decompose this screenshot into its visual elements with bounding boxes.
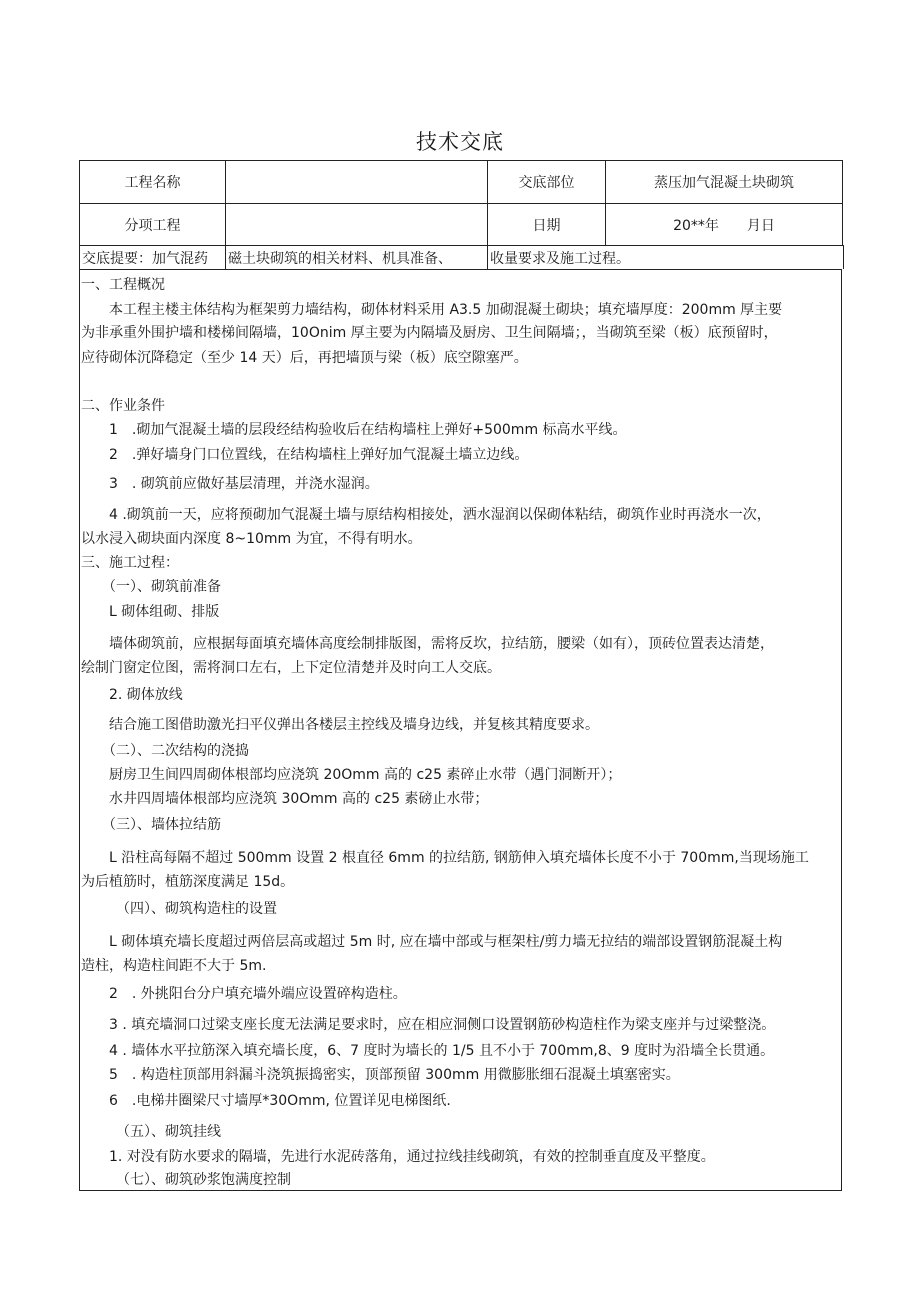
text-line: 4 . 墙体水平拉筋深入填充墙长度，6、7 度时为墙长的 1/5 且不小于 700mm,8、9 度时为沿墙全长贯通。 bbox=[81, 1043, 775, 1059]
text-line: （七）、砌筑砂浆饱满度控制 bbox=[81, 1172, 291, 1188]
text-line: 2 .弹好墙身门口位置线，在结构墙柱上弹好加气混凝土墙立边线。 bbox=[81, 447, 529, 463]
text-line: L 沿柱高每隔不超过 500mm 设置 2 根直径 6mm 的拉结筋, 钢筋伸入填充墙体长度不小于 700mm,当现场施工 bbox=[81, 850, 809, 866]
text-line: 1 .砌加气混凝土墙的层段经结构验收后在结构墙柱上弹好+500mm 标高水平线。 bbox=[81, 422, 627, 438]
text-line: 三、施工过程： bbox=[81, 555, 179, 571]
brief-part-1: 交底提要：加气混药 bbox=[82, 251, 208, 267]
text-line: 二、作业条件 bbox=[81, 398, 165, 414]
text-line: 墙体砌筑前，应根据每面填充墙体高度绘制排版图，需将反坎，拉结筋，腰梁（如有），顶砖位置表达清楚， bbox=[81, 636, 774, 652]
text-line: 4 .砌筑前一天，应将预砌加气混凝土墙与原结构相接处，洒水湿润以保砌体粘结，砌筑作业时再浇水一次， bbox=[81, 507, 771, 523]
header-row-2 bbox=[80, 204, 843, 246]
document-title: 技术交底 bbox=[416, 130, 504, 154]
date-value: 20**年 月日 bbox=[606, 204, 843, 246]
text-line: 2. 砌体放线 bbox=[81, 687, 183, 703]
brief-part-3: 收量要求及施工过程。 bbox=[490, 251, 630, 267]
text-line: 2 . 外挑阳台分户填充墙外端应设置碎构造柱。 bbox=[81, 986, 407, 1002]
text-line: 厨房卫生间四周砌体根部均应浇筑 20Omm 高的 c25 素碎止水带（遇门洞断开）； bbox=[81, 767, 622, 783]
text-line: 3 . 砌筑前应做好基层清理，并浇水湿润。 bbox=[81, 476, 379, 492]
header-table bbox=[79, 160, 843, 246]
text-line: 一、工程概况 bbox=[81, 277, 165, 293]
project-name-value bbox=[226, 161, 488, 204]
text-line: 绘制门窗定位图，需将洞口左右，上下定位清楚并及时向工人交底。 bbox=[81, 660, 501, 676]
brief-divider-2 bbox=[487, 245, 488, 269]
brief-divider-1 bbox=[225, 245, 226, 269]
brief-part-2: 磁土块砌筑的相关材料、机具准备、 bbox=[228, 251, 452, 267]
location-value: 蒸压加气混凝土块砌筑 bbox=[606, 161, 843, 204]
sub-project-value bbox=[226, 204, 488, 246]
text-line: 3 . 填充墙洞口过梁支座长度无法满足要求时，应在相应洞侧口设置钢筋砂构造柱作为梁支座并与过梁整浇。 bbox=[81, 1017, 776, 1033]
text-line: 水井四周墙体根部均应浇筑 30Omm 高的 c25 素磅止水带； bbox=[81, 791, 489, 807]
text-line: L 砌体填充墙长度超过两倍层高或超过 5m 时, 应在墙中部或与框架柱/剪力墙无拉结的端部设置钢筋混凝土构 bbox=[81, 934, 783, 950]
location-label: 交底部位 bbox=[488, 161, 606, 204]
text-line: （二）、二次结构的浇捣 bbox=[81, 743, 249, 759]
date-label: 日期 bbox=[488, 204, 606, 246]
text-line: 1. 对没有防水要求的隔墙，先进行水泥砖落角，通过拉线挂线砌筑，有效的控制垂直度及平整度。 bbox=[81, 1149, 715, 1165]
text-line: 6 .电梯井圈梁尺寸墙厚*30Omm, 位置详见电梯图纸. bbox=[81, 1093, 451, 1109]
text-line: 为非承重外围护墙和楼梯间隔墙，10Onim 厚主要为内隔墙及厨房、卫生间隔墙；，当砌筑至梁（板）底预留时， bbox=[81, 325, 778, 341]
text-line: 应待砌体沉降稳定（至少 14 天）后，再把墙顶与梁（板）底空隙塞严。 bbox=[81, 350, 528, 366]
text-line: （四）、砌筑构造柱的设置 bbox=[81, 901, 277, 917]
text-line: 本工程主楼主体结构为框架剪力墙结构，砌体材料采用 A3.5 加砌混凝土砌块；填充墙厚度：200mm 厚主要 bbox=[81, 302, 783, 318]
text-line: 结合施工图借助激光扫平仪弹出各楼层主控线及墙身边线，并复核其精度要求。 bbox=[81, 717, 599, 733]
sub-project-label: 分项工程 bbox=[80, 204, 226, 246]
text-line: （一）、砌筑前准备 bbox=[81, 579, 221, 595]
text-line: L 砌体组砌、排版 bbox=[81, 604, 220, 620]
text-line: （五）、砌筑挂线 bbox=[81, 1124, 221, 1140]
text-line: 5 . 构造柱顶部用斜漏斗浇筑振捣密实，顶部预留 300mm 用微膨胀细石混凝土填塞密实。 bbox=[81, 1067, 680, 1083]
brief-row bbox=[79, 245, 844, 269]
header-row-1 bbox=[80, 161, 843, 204]
text-line: 造柱，构造柱间距不大于 5m. bbox=[81, 958, 267, 974]
text-line: 以水浸入砌块面内深度 8~10mm 为宜，不得有明水。 bbox=[81, 531, 422, 547]
project-name-label: 工程名称 bbox=[80, 161, 226, 204]
text-line: （三）、墙体拉结筋 bbox=[81, 817, 221, 833]
text-line: 为后植筋时，植筋深度满足 15d。 bbox=[81, 874, 295, 890]
